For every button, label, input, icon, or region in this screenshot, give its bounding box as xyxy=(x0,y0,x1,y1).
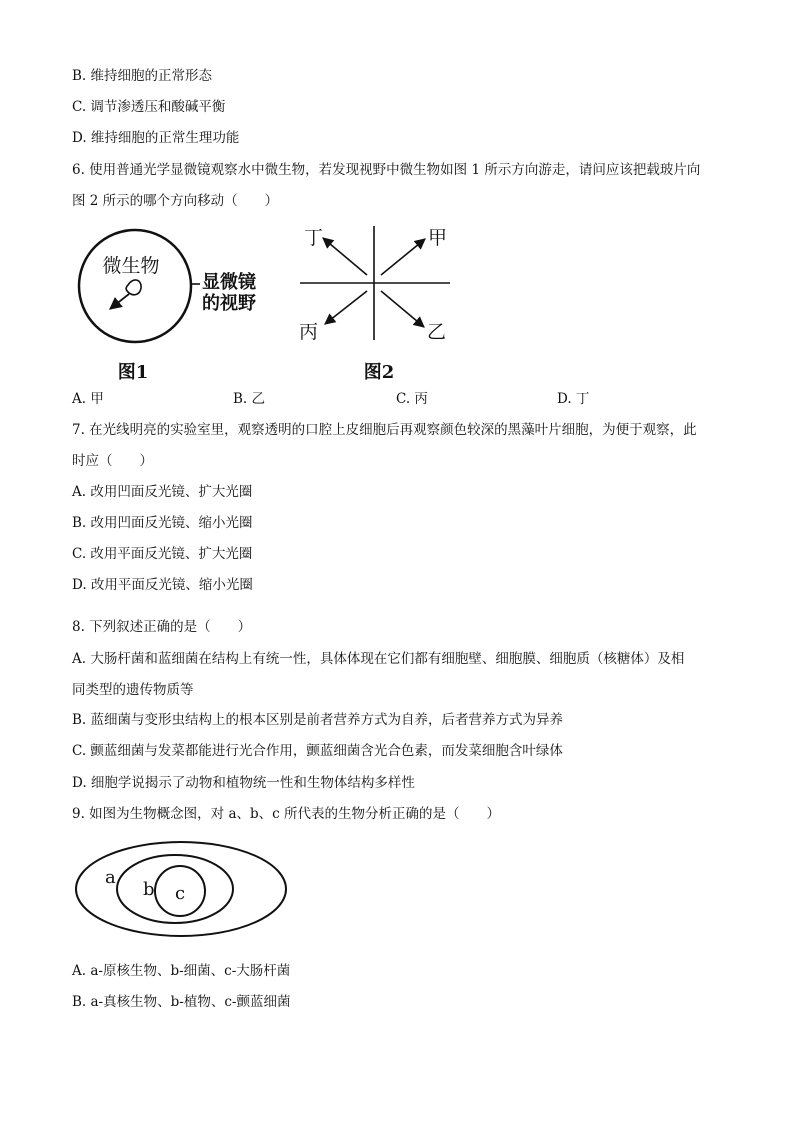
q8-option-b: B. 蓝细菌与变形虫结构上的根本区别是前者营养方式为自养，后者营养方式为异养 xyxy=(72,712,564,728)
q7-stem-line2: 时应（ ） xyxy=(72,453,153,469)
field-of-view-circle xyxy=(79,230,191,342)
arrow-top-right xyxy=(381,239,425,275)
q7-option-b: B. 改用凹面反光镜、缩小光圈 xyxy=(72,515,253,531)
q5-option-d: D. 维持细胞的正常生理功能 xyxy=(72,130,240,146)
q6-figures xyxy=(0,222,794,402)
q7-stem-line1: 7. 在光线明亮的实验室里，观察透明的口腔上皮细胞后再观察颜色较深的黑藻叶片细胞，为便于观察，此 xyxy=(72,422,697,438)
q6-option-a: A. 甲 xyxy=(72,391,104,407)
microorganism-label: 微生物 xyxy=(102,255,160,277)
direction-label-ding: 丁 xyxy=(304,227,324,249)
q5-option-c: C. 调节渗透压和酸碱平衡 xyxy=(72,99,226,115)
q8-option-a-line2: 同类型的遗传物质等 xyxy=(72,682,194,698)
label-a: a xyxy=(105,867,116,888)
q6-option-c: C. 丙 xyxy=(396,391,428,407)
q7-option-a: A. 改用凹面反光镜、扩大光圈 xyxy=(72,484,253,500)
q6-option-d: D. 丁 xyxy=(557,391,590,407)
q7-option-d: D. 改用平面反光镜、缩小光圈 xyxy=(72,577,253,593)
q9-stem: 9. 如图为生物概念图，对 a、b、c 所代表的生物分析正确的是（ ） xyxy=(72,806,501,822)
q8-option-c: C. 颤蓝细菌与发菜都能进行光合作用，颤蓝细菌含光合色素，而发菜细胞含叶绿体 xyxy=(72,743,563,759)
arrow-bottom-right xyxy=(381,291,424,327)
arrow-bottom-left xyxy=(325,291,367,324)
q9-option-b: B. a-真核生物、b-植物、c-颤蓝细菌 xyxy=(72,994,291,1010)
figure-1-caption: 图1 xyxy=(117,362,149,383)
label-b: b xyxy=(143,879,155,900)
direction-label-jia: 甲 xyxy=(428,227,448,249)
microscope-field-label-2: 的视野 xyxy=(202,293,256,314)
direction-label-bing: 丙 xyxy=(299,321,319,343)
figure-1-microscope-field xyxy=(79,230,257,383)
label-c: c xyxy=(175,883,186,904)
q9-concept-diagram xyxy=(72,839,312,943)
movement-arrow xyxy=(110,294,129,309)
q8-option-d: D. 细胞学说揭示了动物和植物统一性和生物体结构多样性 xyxy=(72,775,415,791)
q6-option-b: B. 乙 xyxy=(233,391,266,407)
figure-2-caption: 图2 xyxy=(363,362,395,383)
direction-label-yi: 乙 xyxy=(427,321,447,343)
q5-option-b: B. 维持细胞的正常形态 xyxy=(72,68,213,84)
q8-option-a-line1: A. 大肠杆菌和蓝细菌在结构上有统一性，具体体现在它们都有细胞壁、细胞膜、细胞质（核糖体）及相 xyxy=(72,651,685,667)
figure-2-direction-cross xyxy=(299,226,450,383)
q9-option-a: A. a-原核生物、b-细菌、c-大肠杆菌 xyxy=(72,963,291,979)
q7-option-c: C. 改用平面反光镜、扩大光圈 xyxy=(72,546,253,562)
microorganism-shape xyxy=(126,280,141,295)
arrow-top-left xyxy=(323,238,367,275)
microscope-field-label-1: 显微镜 xyxy=(202,272,256,293)
q6-stem-line1: 6. 使用普通光学显微镜观察水中微生物，若发现视野中微生物如图 1 所示方向游走，请问应该把载玻片向 xyxy=(72,162,701,178)
q6-stem-line2: 图 2 所示的哪个方向移动（ ） xyxy=(72,193,279,209)
q8-stem: 8. 下列叙述正确的是（ ） xyxy=(72,619,252,635)
